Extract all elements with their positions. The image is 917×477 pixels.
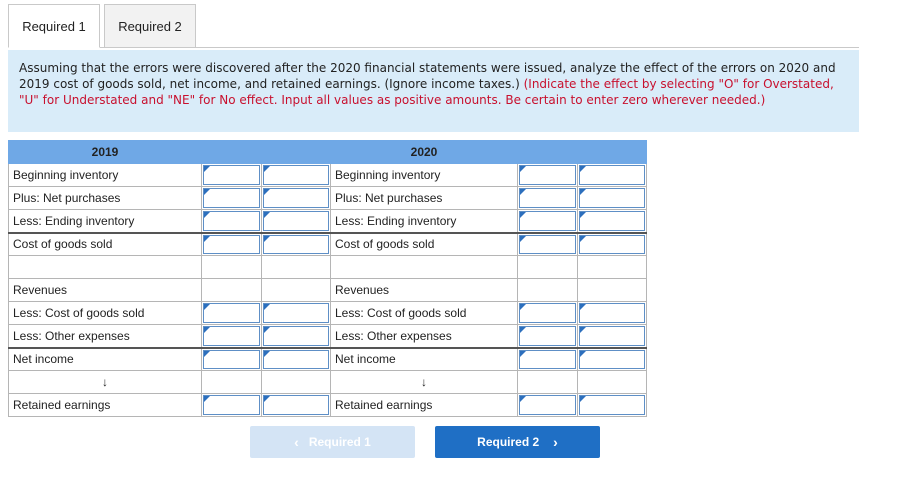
table-row [9,325,647,348]
row-label-2019: Less: Cost of goods sold [9,302,202,325]
row-label-2020: Beginning inventory [331,164,518,187]
amount-input-2020[interactable] [578,302,647,325]
empty-cell [262,371,331,394]
amount-input-2020[interactable] [578,325,647,348]
effect-select-2020[interactable] [518,302,578,325]
effect-select-2019[interactable] [202,348,262,371]
row-label-2019: Beginning inventory [9,164,202,187]
row-label-2019: Net income [9,348,202,371]
amount-input-2019[interactable] [262,325,331,348]
header-2020: 2020 [331,141,518,164]
down-arrow-icon: ↓ [331,371,518,394]
header-spacer [202,141,262,164]
instructions-hint: (Indicate the effect by selecting "O" for Overstated, "U" for Understated and "NE" for No effect. Input all values as positive amounts. Be certain to enter zero wherever needed.) [19,77,834,107]
empty-cell [331,256,518,279]
table-row [9,371,647,394]
prev-button-label: Required 1 [308,435,371,449]
amount-input-2019[interactable] [262,187,331,210]
effect-select-2019[interactable] [202,187,262,210]
header-spacer [578,141,647,164]
next-button[interactable] [435,426,600,458]
table-row [9,233,647,256]
header-spacer [518,141,578,164]
amount-input-2019[interactable] [262,302,331,325]
analysis-table [8,140,647,417]
table-header-row [9,141,647,164]
empty-cell [518,371,578,394]
row-label-2020: Net income [331,348,518,371]
table-row [9,164,647,187]
empty-cell [518,279,578,302]
tab-bar [8,4,196,48]
effect-select-2020[interactable] [518,394,578,417]
row-label-2019: Less: Ending inventory [9,210,202,233]
row-label-2020: Less: Other expenses [331,325,518,348]
table-row [9,302,647,325]
empty-cell [262,256,331,279]
effect-select-2020[interactable] [518,348,578,371]
row-label-2020: Plus: Net purchases [331,187,518,210]
chevron-left-icon: ‹ [294,434,299,450]
effect-select-2020[interactable] [518,210,578,233]
empty-cell [9,256,202,279]
effect-select-2020[interactable] [518,164,578,187]
effect-select-2019[interactable] [202,394,262,417]
empty-cell [202,279,262,302]
tab-required-1[interactable]: Required 1 [8,4,100,48]
effect-select-2019[interactable] [202,325,262,348]
empty-cell [518,256,578,279]
amount-input-2019[interactable] [262,164,331,187]
amount-input-2019[interactable] [262,210,331,233]
amount-input-2020[interactable] [578,164,647,187]
row-label-2019: Revenues [9,279,202,302]
amount-input-2019[interactable] [262,348,331,371]
empty-cell [578,256,647,279]
effect-select-2020[interactable] [518,187,578,210]
instructions-panel [8,50,859,132]
row-label-2020: Retained earnings [331,394,518,417]
amount-input-2020[interactable] [578,348,647,371]
empty-cell [202,371,262,394]
tab-required-2[interactable]: Required 2 [104,4,196,48]
prev-button[interactable] [250,426,415,458]
header-2019: 2019 [9,141,202,164]
empty-cell [578,279,647,302]
row-label-2020: Revenues [331,279,518,302]
effect-select-2020[interactable] [518,233,578,256]
row-label-2020: Cost of goods sold [331,233,518,256]
row-label-2020: Less: Ending inventory [331,210,518,233]
table-row [9,348,647,371]
next-button-label: Required 2 [477,435,540,449]
effect-select-2019[interactable] [202,233,262,256]
effect-select-2020[interactable] [518,325,578,348]
table-row [9,279,647,302]
effect-select-2019[interactable] [202,164,262,187]
row-label-2020: Less: Cost of goods sold [331,302,518,325]
chevron-right-icon: › [553,434,558,450]
empty-cell [262,279,331,302]
table-row [9,394,647,417]
row-label-2019: Retained earnings [9,394,202,417]
amount-input-2020[interactable] [578,233,647,256]
effect-select-2019[interactable] [202,302,262,325]
header-spacer [262,141,331,164]
empty-cell [202,256,262,279]
effect-select-2019[interactable] [202,210,262,233]
amount-input-2020[interactable] [578,394,647,417]
amount-input-2019[interactable] [262,394,331,417]
tab-divider [8,47,859,48]
amount-input-2020[interactable] [578,210,647,233]
empty-cell [578,371,647,394]
instructions-text: Assuming that the errors were discovered after the 2020 financial statements were issued, analyze the effect of the errors on 2020 and 2019 cost of goods sold, net income, and retained earnings. (Ignore income taxes.) [19,61,836,91]
table-row [9,210,647,233]
down-arrow-icon: ↓ [9,371,202,394]
table-row-spacer [9,256,647,279]
row-label-2019: Less: Other expenses [9,325,202,348]
amount-input-2019[interactable] [262,233,331,256]
row-label-2019: Cost of goods sold [9,233,202,256]
row-label-2019: Plus: Net purchases [9,187,202,210]
amount-input-2020[interactable] [578,187,647,210]
table-row [9,187,647,210]
